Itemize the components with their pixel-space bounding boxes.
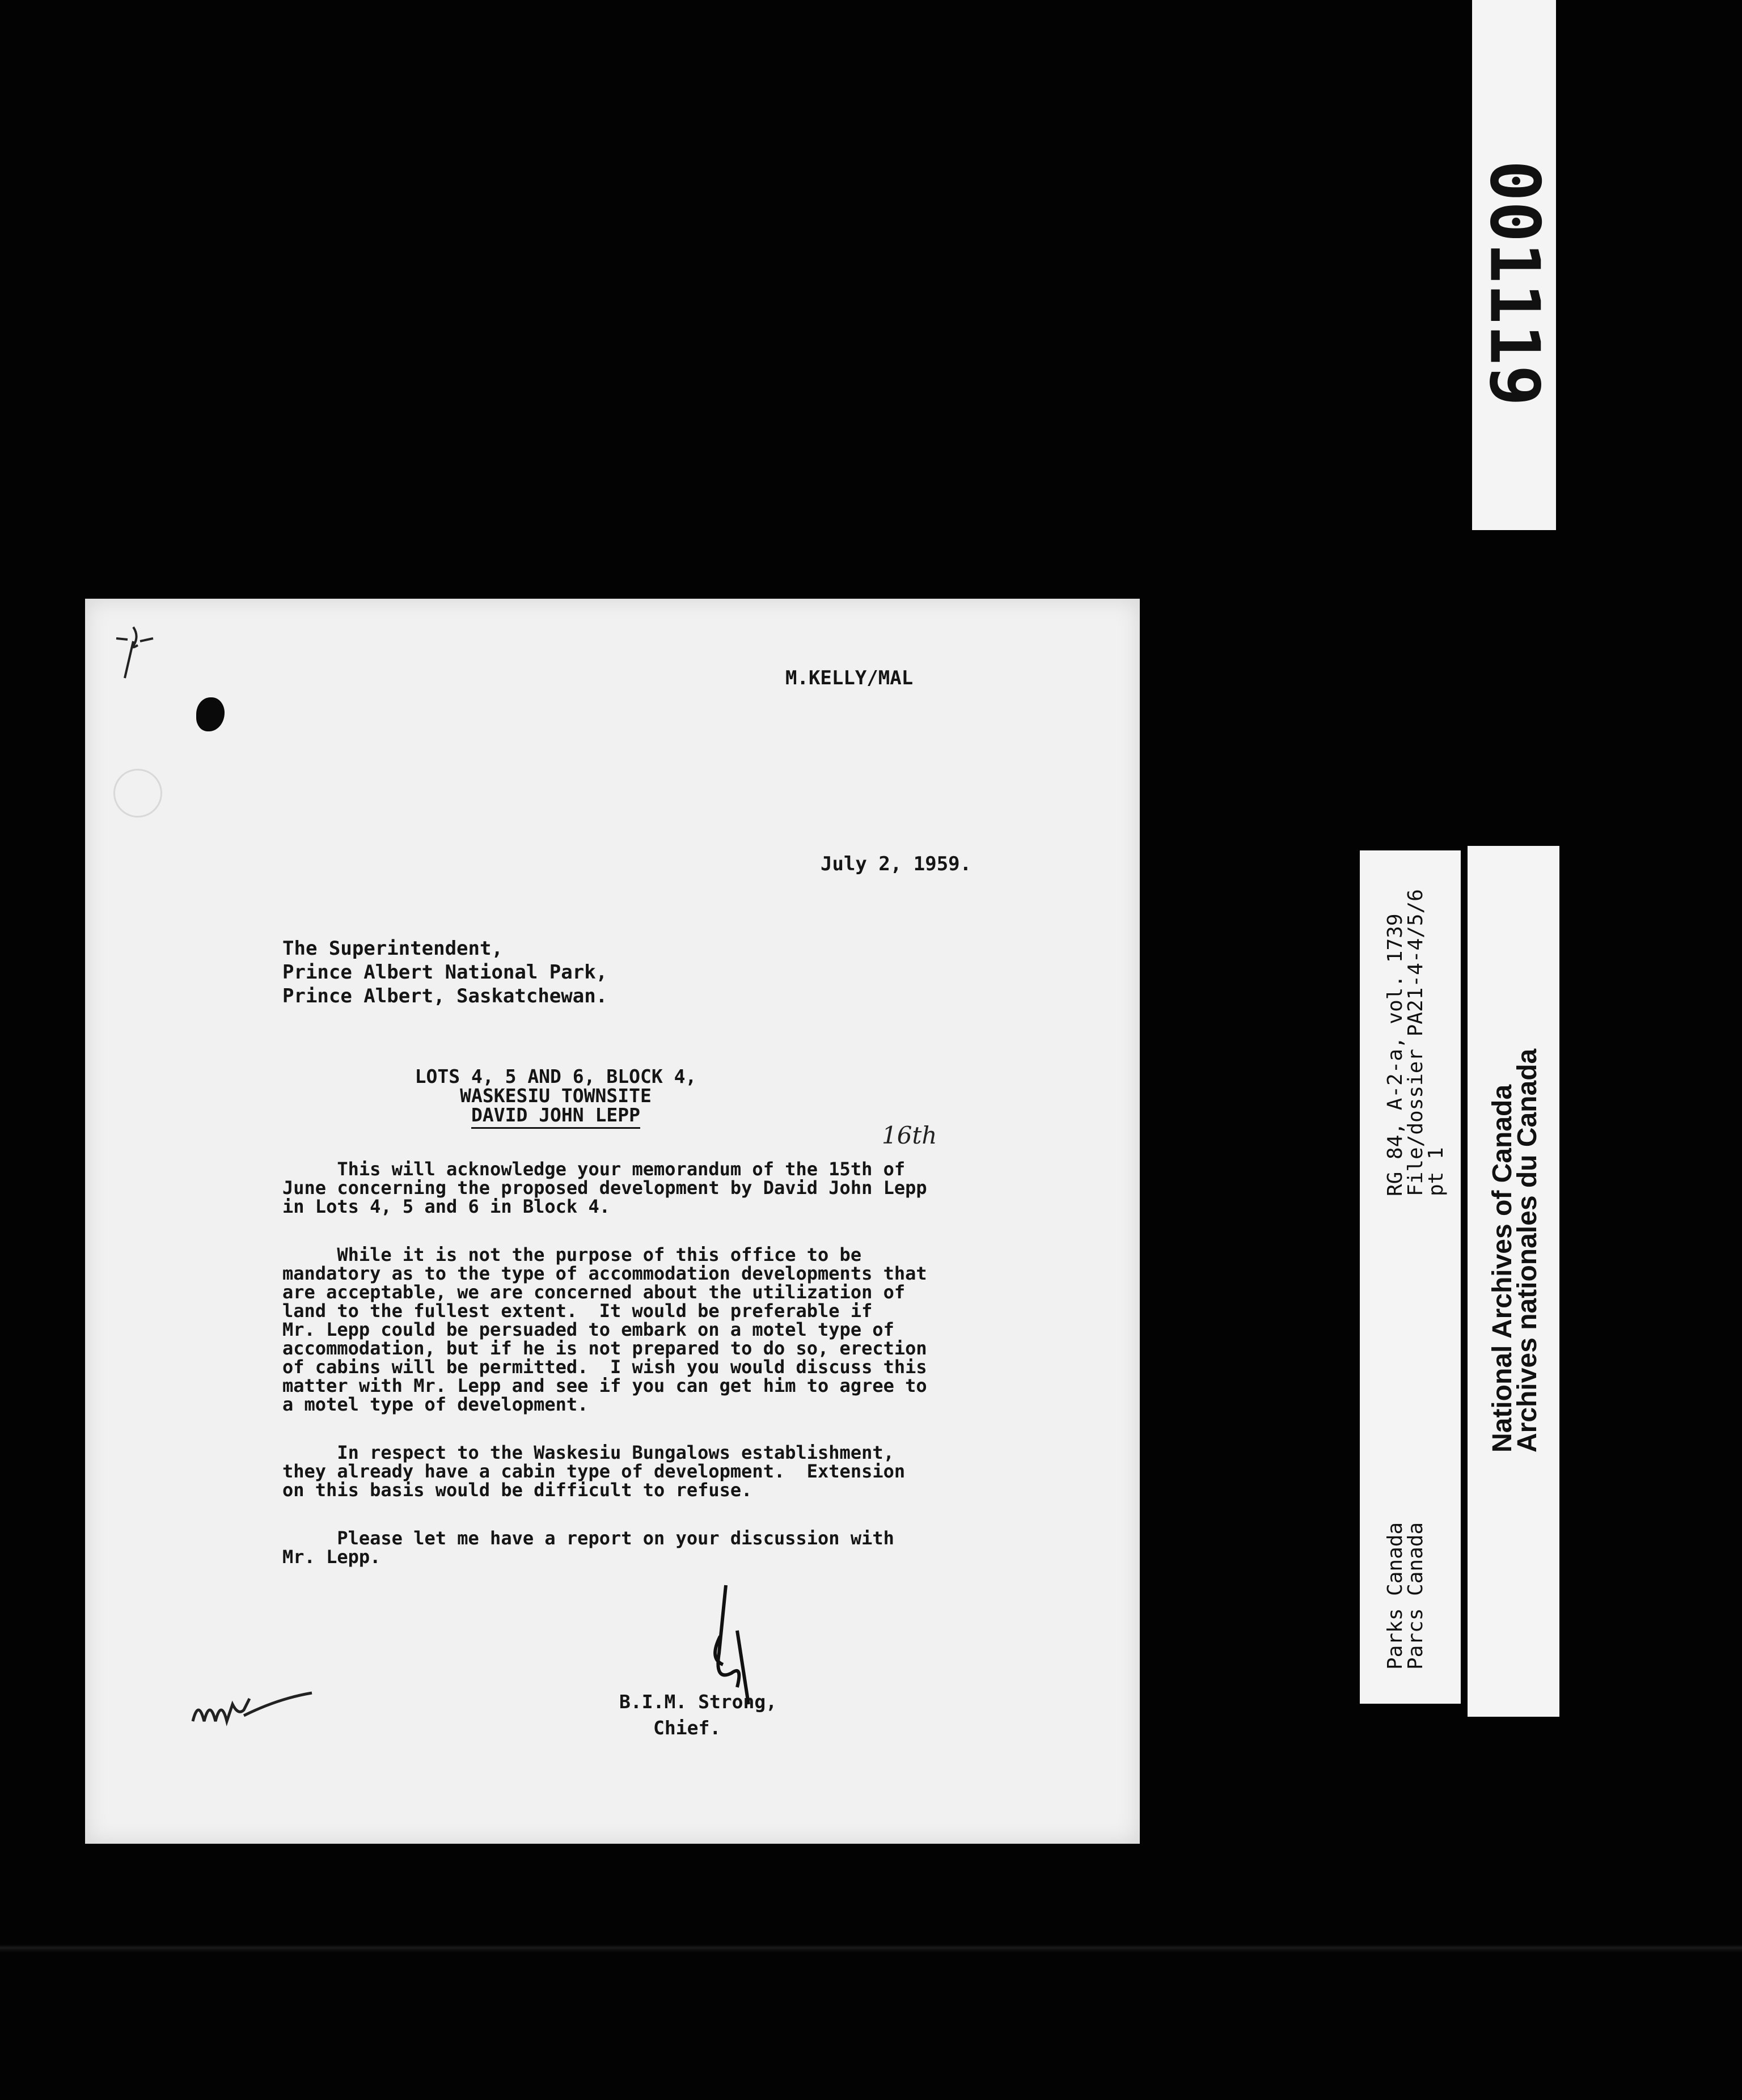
subject-line-underlined: DAVID JOHN LEPP — [471, 1106, 640, 1129]
archive-reference: RG 84, A-2-a, vol. 1739 File/dossier PA21-4-4/5/6 pt 1 — [1384, 889, 1448, 1196]
signature-block — [619, 1689, 777, 1741]
subject-line: WASKESIU TOWNSITE — [460, 1085, 652, 1107]
paragraph: Please let me have a report on your discussion with Mr. Lepp. — [282, 1527, 894, 1568]
ink-blot — [196, 697, 225, 731]
institution-label — [1468, 846, 1559, 1717]
handwritten-correction: 16th — [882, 1121, 937, 1149]
reference-initials: M.KELLY/MAL — [785, 667, 914, 689]
handwritten-initials — [187, 1676, 318, 1738]
institution-name: National Archives of Canada Archives nationales du Canada — [1487, 1048, 1542, 1453]
paragraph: In respect to the Waskesiu Bungalows establishment, they already have a cabin type of development. Extension on this basis would be difficult to refuse. — [282, 1442, 906, 1501]
subject-heading — [386, 1067, 726, 1129]
agency-name: Parks Canada Parcs Canada — [1384, 1522, 1427, 1670]
signatory-title: Chief. — [653, 1717, 721, 1739]
handwritten-mark — [99, 610, 179, 684]
paragraph: While it is not the purpose of this office to be mandatory as to the type of accommodation developments that are acceptable, we are concerned about the utilization of land to the fullest extent. It would be preferable if Mr. Lepp could be persuaded to embark on a motel type of accommodation, but if he is not prepared to do so, erection of cabins will be permitted. I wish you would discuss this matter with Mr. Lepp and see if you can get him to agree to a motel type of development. — [282, 1244, 927, 1415]
film-frame-border — [0, 1945, 1742, 1953]
subject-line: LOTS 4, 5 AND 6, BLOCK 4, — [415, 1065, 697, 1087]
signatory-name: B.I.M. Strong, — [619, 1691, 777, 1713]
frame-number: 001119 — [1474, 160, 1554, 407]
archive-reference-label — [1360, 850, 1461, 1704]
address-line: Prince Albert, Saskatchewan. — [282, 985, 608, 1007]
faded-stamp — [113, 769, 162, 818]
memo-body — [282, 1160, 1054, 1596]
paragraph: This will acknowledge your memorandum of the 15th of June concerning the proposed development by David John Lepp in Lots 4, 5 and 6 in Block 4. — [282, 1158, 927, 1217]
recipient-address — [282, 937, 607, 1008]
address-line: Prince Albert National Park, — [282, 961, 608, 984]
memo-date: July 2, 1959. — [821, 853, 972, 875]
address-line: The Superintendent, — [282, 937, 503, 960]
memo-page — [85, 599, 1140, 1844]
frame-number-strip — [1472, 0, 1556, 530]
